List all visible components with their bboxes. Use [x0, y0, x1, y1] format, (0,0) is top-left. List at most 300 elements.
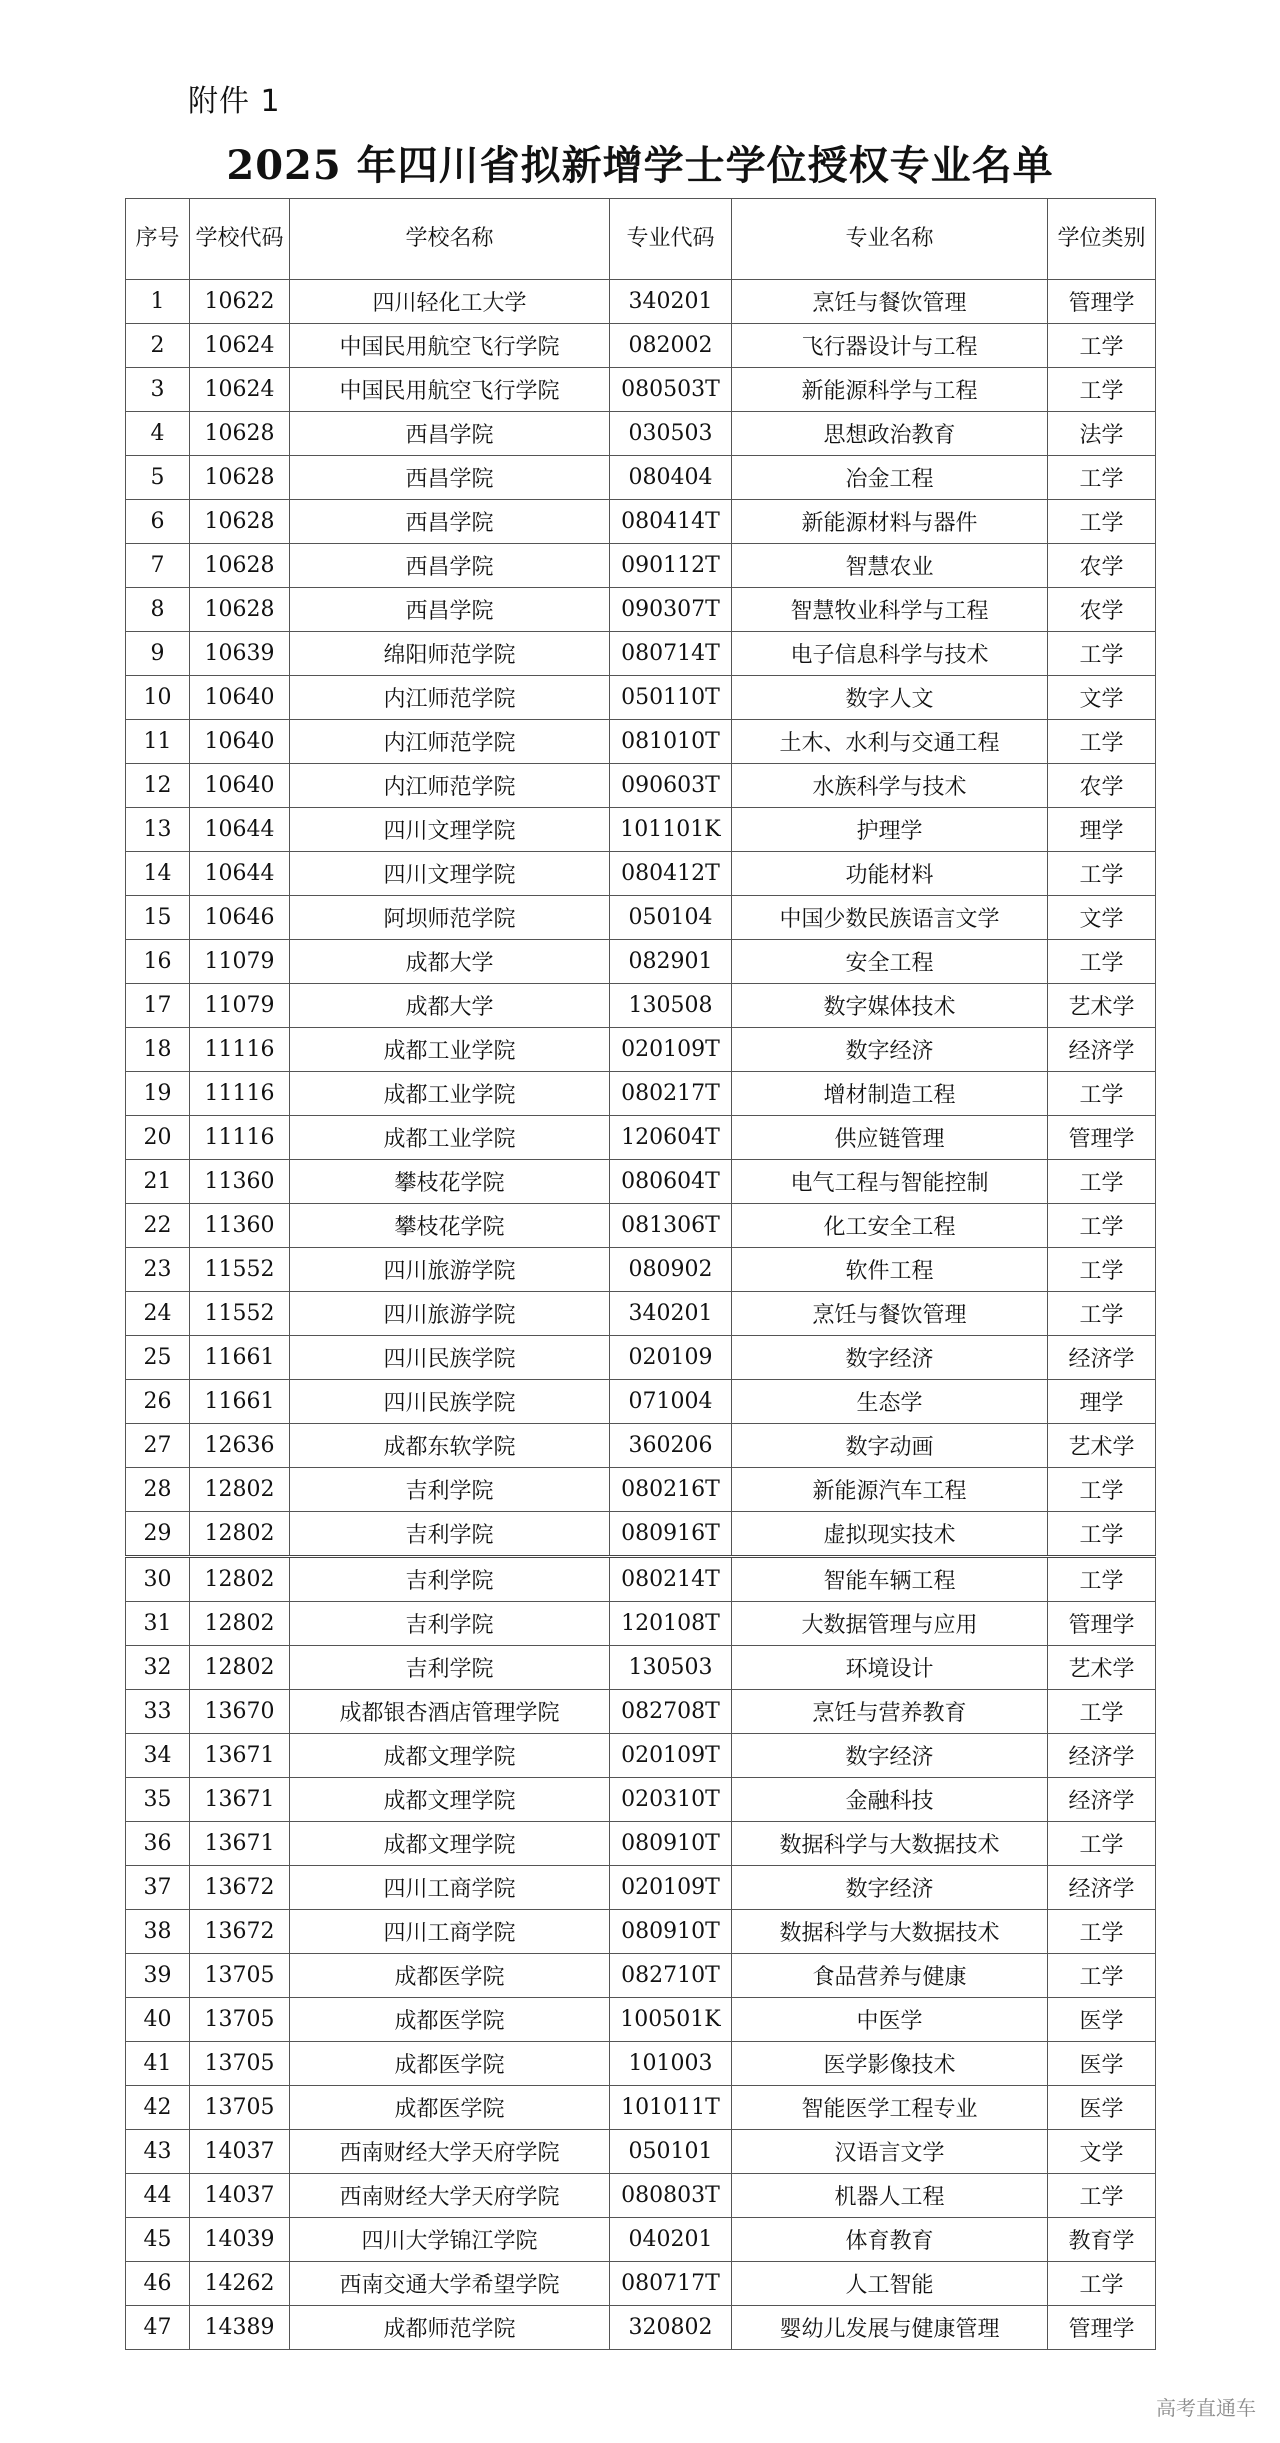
major-code-cell: 082710T: [610, 1954, 732, 1998]
major-code-cell: 080604T: [610, 1160, 732, 1204]
watermark: 高考直通车: [1156, 2396, 1256, 2420]
school-code-cell: 11661: [190, 1380, 290, 1424]
degree-type-cell: 工学: [1048, 500, 1156, 544]
major-name-cell: 电气工程与智能控制: [732, 1160, 1048, 1204]
table-row: [126, 1778, 1156, 1822]
seq-cell: 46: [126, 2262, 190, 2306]
school-code-cell: 10622: [190, 280, 290, 324]
table-row: [126, 1734, 1156, 1778]
major-code-cell: 090307T: [610, 588, 732, 632]
degree-type-cell: 工学: [1048, 1512, 1156, 1557]
degree-type-cell: 管理学: [1048, 1116, 1156, 1160]
attachment-label: 附件 1: [188, 84, 281, 119]
school-code-cell: 12802: [190, 1468, 290, 1512]
degree-type-cell: 工学: [1048, 2174, 1156, 2218]
header-school-code: 学校代码: [190, 199, 290, 280]
seq-cell: 45: [126, 2218, 190, 2262]
school-code-cell: 12802: [190, 1602, 290, 1646]
seq-cell: 3: [126, 368, 190, 412]
major-code-cell: 100501K: [610, 1998, 732, 2042]
major-code-cell: 101101K: [610, 808, 732, 852]
major-name-cell: 中国少数民族语言文学: [732, 896, 1048, 940]
school-code-cell: 13671: [190, 1822, 290, 1866]
seq-cell: 13: [126, 808, 190, 852]
degree-type-cell: 工学: [1048, 1954, 1156, 1998]
school-name-cell: 成都师范学院: [290, 2306, 610, 2350]
major-code-cell: 082708T: [610, 1690, 732, 1734]
major-name-cell: 数字动画: [732, 1424, 1048, 1468]
header-degree-type: 学位类别: [1048, 199, 1156, 280]
degree-type-cell: 医学: [1048, 1998, 1156, 2042]
major-name-cell: 电子信息科学与技术: [732, 632, 1048, 676]
seq-cell: 16: [126, 940, 190, 984]
major-code-cell: 080414T: [610, 500, 732, 544]
school-name-cell: 成都医学院: [290, 1954, 610, 1998]
table-row: [126, 1690, 1156, 1734]
major-code-cell: 080910T: [610, 1910, 732, 1954]
major-code-cell: 101003: [610, 2042, 732, 2086]
major-code-cell: 080714T: [610, 632, 732, 676]
major-name-cell: 体育教育: [732, 2218, 1048, 2262]
school-name-cell: 西昌学院: [290, 412, 610, 456]
major-code-cell: 020109T: [610, 1866, 732, 1910]
seq-cell: 24: [126, 1292, 190, 1336]
school-name-cell: 成都文理学院: [290, 1822, 610, 1866]
seq-cell: 10: [126, 676, 190, 720]
school-code-cell: 10640: [190, 764, 290, 808]
seq-cell: 6: [126, 500, 190, 544]
table-row: [126, 544, 1156, 588]
school-code-cell: 13670: [190, 1690, 290, 1734]
table-header-row: [126, 199, 1156, 280]
school-name-cell: 四川文理学院: [290, 808, 610, 852]
major-name-cell: 数字经济: [732, 1734, 1048, 1778]
table-row: [126, 940, 1156, 984]
degree-type-cell: 艺术学: [1048, 1424, 1156, 1468]
major-name-cell: 医学影像技术: [732, 2042, 1048, 2086]
degree-type-cell: 管理学: [1048, 1602, 1156, 1646]
major-name-cell: 烹饪与餐饮管理: [732, 280, 1048, 324]
major-code-cell: 081306T: [610, 1204, 732, 1248]
seq-cell: 23: [126, 1248, 190, 1292]
seq-cell: 35: [126, 1778, 190, 1822]
major-code-cell: 090603T: [610, 764, 732, 808]
school-code-cell: 10644: [190, 808, 290, 852]
degree-type-cell: 理学: [1048, 1380, 1156, 1424]
table-row: [126, 1380, 1156, 1424]
major-code-cell: 030503: [610, 412, 732, 456]
school-name-cell: 成都医学院: [290, 2086, 610, 2130]
seq-cell: 39: [126, 1954, 190, 1998]
header-major-code: 专业代码: [610, 199, 732, 280]
school-name-cell: 四川工商学院: [290, 1866, 610, 1910]
degree-type-cell: 工学: [1048, 2262, 1156, 2306]
school-code-cell: 10624: [190, 368, 290, 412]
major-name-cell: 护理学: [732, 808, 1048, 852]
degree-type-cell: 工学: [1048, 456, 1156, 500]
seq-cell: 30: [126, 1557, 190, 1602]
school-name-cell: 四川民族学院: [290, 1336, 610, 1380]
table-row: [126, 720, 1156, 764]
seq-cell: 42: [126, 2086, 190, 2130]
table-row: [126, 2174, 1156, 2218]
school-name-cell: 吉利学院: [290, 1602, 610, 1646]
seq-cell: 21: [126, 1160, 190, 1204]
seq-cell: 7: [126, 544, 190, 588]
school-name-cell: 四川旅游学院: [290, 1248, 610, 1292]
school-name-cell: 西昌学院: [290, 544, 610, 588]
school-name-cell: 绵阳师范学院: [290, 632, 610, 676]
seq-cell: 22: [126, 1204, 190, 1248]
seq-cell: 37: [126, 1866, 190, 1910]
major-code-cell: 360206: [610, 1424, 732, 1468]
degree-type-cell: 经济学: [1048, 1734, 1156, 1778]
table-row: [126, 2086, 1156, 2130]
degree-type-cell: 农学: [1048, 588, 1156, 632]
major-code-cell: 050101: [610, 2130, 732, 2174]
table-row: [126, 1512, 1156, 1557]
major-name-cell: 安全工程: [732, 940, 1048, 984]
school-code-cell: 12802: [190, 1512, 290, 1557]
school-code-cell: 14262: [190, 2262, 290, 2306]
major-name-cell: 数字经济: [732, 1028, 1048, 1072]
degree-type-cell: 医学: [1048, 2086, 1156, 2130]
major-code-cell: 120108T: [610, 1602, 732, 1646]
seq-cell: 5: [126, 456, 190, 500]
major-code-cell: 130508: [610, 984, 732, 1028]
seq-cell: 47: [126, 2306, 190, 2350]
table-row: [126, 412, 1156, 456]
table-row: [126, 324, 1156, 368]
table-row: [126, 808, 1156, 852]
school-name-cell: 成都文理学院: [290, 1734, 610, 1778]
major-code-cell: 080910T: [610, 1822, 732, 1866]
school-code-cell: 11552: [190, 1292, 290, 1336]
seq-cell: 38: [126, 1910, 190, 1954]
table-row: [126, 280, 1156, 324]
degree-type-cell: 教育学: [1048, 2218, 1156, 2262]
table-row: [126, 368, 1156, 412]
major-code-cell: 080214T: [610, 1557, 732, 1602]
major-code-cell: 340201: [610, 280, 732, 324]
table-row: [126, 632, 1156, 676]
major-name-cell: 供应链管理: [732, 1116, 1048, 1160]
degree-type-cell: 医学: [1048, 2042, 1156, 2086]
school-code-cell: 10640: [190, 676, 290, 720]
school-name-cell: 吉利学院: [290, 1468, 610, 1512]
school-code-cell: 10644: [190, 852, 290, 896]
seq-cell: 41: [126, 2042, 190, 2086]
major-name-cell: 中医学: [732, 1998, 1048, 2042]
major-code-cell: 090112T: [610, 544, 732, 588]
school-code-cell: 11116: [190, 1072, 290, 1116]
school-code-cell: 10639: [190, 632, 290, 676]
seq-cell: 40: [126, 1998, 190, 2042]
table-row: [126, 456, 1156, 500]
major-name-cell: 飞行器设计与工程: [732, 324, 1048, 368]
major-name-cell: 烹饪与餐饮管理: [732, 1292, 1048, 1336]
degree-type-cell: 工学: [1048, 1072, 1156, 1116]
major-name-cell: 智能车辆工程: [732, 1557, 1048, 1602]
table-row: [126, 500, 1156, 544]
major-name-cell: 数字经济: [732, 1866, 1048, 1910]
major-code-cell: 080803T: [610, 2174, 732, 2218]
major-name-cell: 智慧农业: [732, 544, 1048, 588]
table-row: [126, 1822, 1156, 1866]
seq-cell: 11: [126, 720, 190, 764]
major-name-cell: 数字人文: [732, 676, 1048, 720]
seq-cell: 25: [126, 1336, 190, 1380]
table-row: [126, 588, 1156, 632]
degree-type-cell: 工学: [1048, 1160, 1156, 1204]
table-row: [126, 1204, 1156, 1248]
degree-type-cell: 工学: [1048, 1910, 1156, 1954]
school-name-cell: 四川大学锦江学院: [290, 2218, 610, 2262]
seq-cell: 17: [126, 984, 190, 1028]
degree-type-cell: 艺术学: [1048, 984, 1156, 1028]
major-name-cell: 增材制造工程: [732, 1072, 1048, 1116]
seq-cell: 26: [126, 1380, 190, 1424]
header-seq: 序号: [126, 199, 190, 280]
major-code-cell: 080916T: [610, 1512, 732, 1557]
degree-type-cell: 管理学: [1048, 2306, 1156, 2350]
degree-type-cell: 工学: [1048, 1822, 1156, 1866]
major-code-cell: 082901: [610, 940, 732, 984]
school-name-cell: 成都工业学院: [290, 1072, 610, 1116]
school-code-cell: 11360: [190, 1160, 290, 1204]
table-row: [126, 1072, 1156, 1116]
major-name-cell: 数据科学与大数据技术: [732, 1910, 1048, 1954]
major-code-cell: 020310T: [610, 1778, 732, 1822]
major-code-cell: 020109T: [610, 1028, 732, 1072]
seq-cell: 8: [126, 588, 190, 632]
degree-type-cell: 艺术学: [1048, 1646, 1156, 1690]
major-name-cell: 智能医学工程专业: [732, 2086, 1048, 2130]
degree-type-cell: 法学: [1048, 412, 1156, 456]
major-code-cell: 340201: [610, 1292, 732, 1336]
school-name-cell: 攀枝花学院: [290, 1204, 610, 1248]
major-name-cell: 环境设计: [732, 1646, 1048, 1690]
major-name-cell: 虚拟现实技术: [732, 1512, 1048, 1557]
school-code-cell: 13705: [190, 1954, 290, 1998]
major-code-cell: 071004: [610, 1380, 732, 1424]
table-row: [126, 1954, 1156, 1998]
school-name-cell: 中国民用航空飞行学院: [290, 324, 610, 368]
table-row: [126, 2262, 1156, 2306]
school-code-cell: 13705: [190, 2042, 290, 2086]
major-list-table: [125, 198, 1156, 2350]
seq-cell: 2: [126, 324, 190, 368]
seq-cell: 9: [126, 632, 190, 676]
degree-type-cell: 经济学: [1048, 1336, 1156, 1380]
major-code-cell: 080412T: [610, 852, 732, 896]
school-name-cell: 成都东软学院: [290, 1424, 610, 1468]
degree-type-cell: 经济学: [1048, 1028, 1156, 1072]
major-code-cell: 080216T: [610, 1468, 732, 1512]
seq-cell: 12: [126, 764, 190, 808]
table-row: [126, 1866, 1156, 1910]
degree-type-cell: 工学: [1048, 1248, 1156, 1292]
major-code-cell: 130503: [610, 1646, 732, 1690]
school-code-cell: 12802: [190, 1557, 290, 1602]
degree-type-cell: 工学: [1048, 1690, 1156, 1734]
seq-cell: 1: [126, 280, 190, 324]
header-school-name: 学校名称: [290, 199, 610, 280]
table-row: [126, 2130, 1156, 2174]
table-row: [126, 2042, 1156, 2086]
seq-cell: 32: [126, 1646, 190, 1690]
table-row: [126, 1468, 1156, 1512]
school-code-cell: 13705: [190, 1998, 290, 2042]
seq-cell: 34: [126, 1734, 190, 1778]
school-code-cell: 11116: [190, 1028, 290, 1072]
seq-cell: 18: [126, 1028, 190, 1072]
school-name-cell: 吉利学院: [290, 1512, 610, 1557]
school-name-cell: 四川工商学院: [290, 1910, 610, 1954]
major-name-cell: 数字媒体技术: [732, 984, 1048, 1028]
major-name-cell: 食品营养与健康: [732, 1954, 1048, 1998]
school-name-cell: 四川民族学院: [290, 1380, 610, 1424]
seq-cell: 44: [126, 2174, 190, 2218]
degree-type-cell: 工学: [1048, 720, 1156, 764]
seq-cell: 43: [126, 2130, 190, 2174]
school-name-cell: 成都医学院: [290, 1998, 610, 2042]
seq-cell: 4: [126, 412, 190, 456]
school-name-cell: 西南财经大学天府学院: [290, 2174, 610, 2218]
major-name-cell: 化工安全工程: [732, 1204, 1048, 1248]
degree-type-cell: 工学: [1048, 940, 1156, 984]
seq-cell: 33: [126, 1690, 190, 1734]
school-name-cell: 内江师范学院: [290, 764, 610, 808]
degree-type-cell: 工学: [1048, 632, 1156, 676]
school-code-cell: 13672: [190, 1910, 290, 1954]
major-name-cell: 婴幼儿发展与健康管理: [732, 2306, 1048, 2350]
school-name-cell: 内江师范学院: [290, 676, 610, 720]
table-row: [126, 1336, 1156, 1380]
school-name-cell: 成都工业学院: [290, 1028, 610, 1072]
school-name-cell: 成都大学: [290, 984, 610, 1028]
school-code-cell: 11079: [190, 984, 290, 1028]
major-name-cell: 功能材料: [732, 852, 1048, 896]
school-code-cell: 10646: [190, 896, 290, 940]
major-name-cell: 数据科学与大数据技术: [732, 1822, 1048, 1866]
school-name-cell: 成都医学院: [290, 2042, 610, 2086]
table-row: [126, 1028, 1156, 1072]
school-code-cell: 13671: [190, 1734, 290, 1778]
school-name-cell: 吉利学院: [290, 1557, 610, 1602]
major-name-cell: 新能源材料与器件: [732, 500, 1048, 544]
degree-type-cell: 工学: [1048, 324, 1156, 368]
school-code-cell: 10628: [190, 544, 290, 588]
major-code-cell: 082002: [610, 324, 732, 368]
major-name-cell: 汉语言文学: [732, 2130, 1048, 2174]
major-name-cell: 烹饪与营养教育: [732, 1690, 1048, 1734]
school-name-cell: 西南财经大学天府学院: [290, 2130, 610, 2174]
major-code-cell: 081010T: [610, 720, 732, 764]
major-name-cell: 土木、水利与交通工程: [732, 720, 1048, 764]
major-name-cell: 数字经济: [732, 1336, 1048, 1380]
school-code-cell: 11661: [190, 1336, 290, 1380]
major-name-cell: 大数据管理与应用: [732, 1602, 1048, 1646]
major-name-cell: 智慧牧业科学与工程: [732, 588, 1048, 632]
table-row: [126, 764, 1156, 808]
degree-type-cell: 经济学: [1048, 1778, 1156, 1822]
seq-cell: 19: [126, 1072, 190, 1116]
major-code-cell: 120604T: [610, 1116, 732, 1160]
degree-type-cell: 农学: [1048, 764, 1156, 808]
seq-cell: 14: [126, 852, 190, 896]
school-name-cell: 内江师范学院: [290, 720, 610, 764]
major-name-cell: 思想政治教育: [732, 412, 1048, 456]
school-name-cell: 阿坝师范学院: [290, 896, 610, 940]
major-code-cell: 040201: [610, 2218, 732, 2262]
seq-cell: 29: [126, 1512, 190, 1557]
degree-type-cell: 农学: [1048, 544, 1156, 588]
school-name-cell: 中国民用航空飞行学院: [290, 368, 610, 412]
major-code-cell: 080717T: [610, 2262, 732, 2306]
table-row: [126, 1998, 1156, 2042]
major-name-cell: 生态学: [732, 1380, 1048, 1424]
table-row: [126, 1557, 1156, 1602]
school-name-cell: 成都大学: [290, 940, 610, 984]
school-code-cell: 12802: [190, 1646, 290, 1690]
school-name-cell: 西昌学院: [290, 456, 610, 500]
table-row: [126, 2306, 1156, 2350]
major-code-cell: 080503T: [610, 368, 732, 412]
seq-cell: 20: [126, 1116, 190, 1160]
degree-type-cell: 经济学: [1048, 1866, 1156, 1910]
degree-type-cell: 文学: [1048, 2130, 1156, 2174]
degree-type-cell: 工学: [1048, 1204, 1156, 1248]
school-code-cell: 11360: [190, 1204, 290, 1248]
major-name-cell: 水族科学与技术: [732, 764, 1048, 808]
major-code-cell: 101011T: [610, 2086, 732, 2130]
seq-cell: 27: [126, 1424, 190, 1468]
table-row: [126, 1910, 1156, 1954]
table-row: [126, 896, 1156, 940]
major-name-cell: 软件工程: [732, 1248, 1048, 1292]
major-name-cell: 新能源科学与工程: [732, 368, 1048, 412]
major-code-cell: 020109: [610, 1336, 732, 1380]
major-code-cell: 080902: [610, 1248, 732, 1292]
school-code-cell: 11116: [190, 1116, 290, 1160]
table-row: [126, 1646, 1156, 1690]
school-code-cell: 10628: [190, 456, 290, 500]
seq-cell: 28: [126, 1468, 190, 1512]
major-code-cell: 080217T: [610, 1072, 732, 1116]
degree-type-cell: 工学: [1048, 852, 1156, 896]
major-code-cell: 020109T: [610, 1734, 732, 1778]
school-name-cell: 成都银杏酒店管理学院: [290, 1690, 610, 1734]
major-name-cell: 金融科技: [732, 1778, 1048, 1822]
school-code-cell: 13671: [190, 1778, 290, 1822]
school-code-cell: 10640: [190, 720, 290, 764]
seq-cell: 15: [126, 896, 190, 940]
degree-type-cell: 理学: [1048, 808, 1156, 852]
table-row: [126, 2218, 1156, 2262]
table-row: [126, 1424, 1156, 1468]
table-row: [126, 1160, 1156, 1204]
major-name-cell: 新能源汽车工程: [732, 1468, 1048, 1512]
header-major-name: 专业名称: [732, 199, 1048, 280]
degree-type-cell: 工学: [1048, 1557, 1156, 1602]
school-code-cell: 10628: [190, 412, 290, 456]
table-row: [126, 1116, 1156, 1160]
school-name-cell: 四川旅游学院: [290, 1292, 610, 1336]
school-name-cell: 成都工业学院: [290, 1116, 610, 1160]
major-name-cell: 机器人工程: [732, 2174, 1048, 2218]
school-code-cell: 14389: [190, 2306, 290, 2350]
